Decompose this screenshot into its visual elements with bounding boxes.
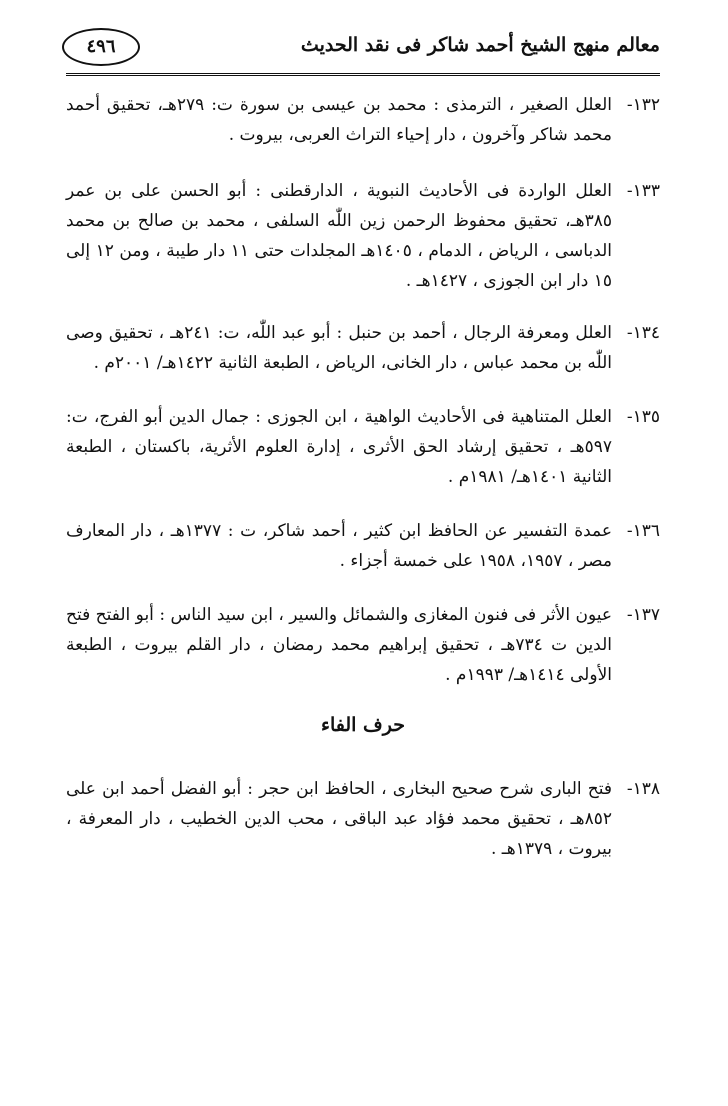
section-heading: حرف الفاء — [321, 714, 405, 736]
entry-text: العلل المتناهية فى الأحاديث الواهية ، ابن الجوزى : جمال الدين أبو الفرج، ت: ٥٩٧هـ ، تحقيق إرشاد الحق الأثرى ، إدارة العلوم الأثرية، باكستان ، الطبعة الثانية ١٤٠١هـ/ ١٩٨١م . — [66, 407, 612, 487]
entry-number: ١٣٦- — [626, 521, 660, 541]
bibliography-entry — [66, 90, 660, 150]
bibliography-entry — [66, 402, 660, 492]
entry-number: ١٣٥- — [626, 407, 660, 427]
entry-text: عيون الأثر فى فنون المغازى والشمائل والسير ، ابن سيد الناس : أبو الفتح فتح الدين ت ٧٣٤هـ ، تحقيق إبراهيم محمد رمضان ، دار القلم بيروت ، الطبعة الأولى ١٤١٤هـ/ ١٩٩٣م . — [66, 605, 612, 685]
entry-number: ١٣٨- — [626, 779, 660, 799]
header-divider — [66, 73, 660, 76]
entry-text: العلل الواردة فى الأحاديث النبوية ، الدارقطنى : أبو الحسن على بن عمر ٣٨٥هـ، تحقيق محفوظ الرحمن زين اللّٰه السلفى ، محمد بن صالح بن محمد الدباسى ، الرياض ، الدمام ، ١٤٠٥هـ المجلدات حتى ١١ دار طيبة ، ومن ١٢ إلى ١٥ دار ابن الجوزى ، ١٤٢٧هـ . — [66, 181, 613, 291]
entry-number: ١٣٣- — [626, 181, 660, 201]
page-number: ٤٩٦ — [62, 28, 140, 66]
entry-text: العلل ومعرفة الرجال ، أحمد بن حنبل : أبو عبد اللّٰه، ت: ٢٤١هـ ، تحقيق وصى اللّٰه بن محمد عباس ، دار الخانى، الرياض ، الطبعة الثانية ١٤٢٢هـ/ ٢٠٠١م . — [66, 323, 612, 373]
bibliography-entry — [66, 318, 660, 378]
bibliography-entry — [66, 600, 660, 690]
entry-number: ١٣٢- — [626, 95, 660, 115]
entry-number: ١٣٧- — [626, 605, 660, 625]
entry-text: عمدة التفسير عن الحافظ ابن كثير ، أحمد شاكر، ت : ١٣٧٧هـ ، دار المعارف مصر ، ١٩٥٧، ١٩٥٨ على خمسة أجزاء . — [66, 521, 612, 571]
bibliography-entry — [66, 176, 660, 296]
bibliography-list — [66, 90, 660, 864]
entry-number: ١٣٤- — [626, 323, 660, 343]
entry-text: فتح البارى شرح صحيح البخارى ، الحافظ ابن حجر : أبو الفضل أحمد ابن على ٨٥٢هـ ، تحقيق محمد فؤاد عبد الباقى ، محب الدين الخطيب ، دار المعرفة ، بيروت ، ١٣٧٩هـ . — [66, 779, 612, 859]
page-header — [62, 28, 660, 72]
bibliography-entry — [66, 516, 660, 576]
bibliography-entry — [66, 774, 660, 864]
running-title: معالم منهج الشيخ أحمد شاكر فى نقد الحديث — [300, 34, 660, 56]
entry-text: العلل الصغير ، الترمذى : محمد بن عيسى بن سورة ت: ٢٧٩هـ، تحقيق أحمد محمد شاكر وآخرون ، دار إحياء التراث العربى، بيروت . — [66, 95, 612, 145]
